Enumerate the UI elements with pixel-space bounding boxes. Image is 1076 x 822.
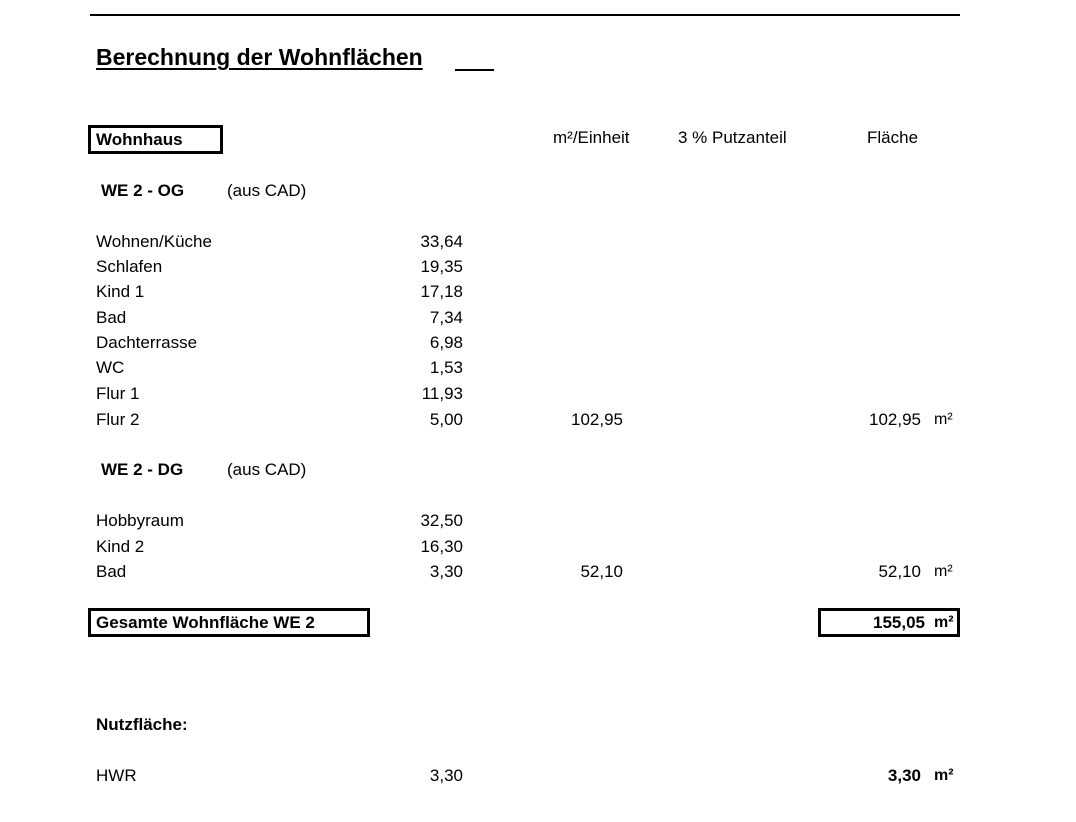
og-sum: 102,95 <box>571 410 623 429</box>
room-value: 32,50 <box>420 511 463 530</box>
section-title-og: WE 2 - OG <box>101 181 185 200</box>
room-value: 11,93 <box>421 384 463 403</box>
top-rule <box>90 14 960 16</box>
room-label: Flur 2 <box>96 410 140 429</box>
room-value: 33,64 <box>420 232 463 251</box>
room-value: 6,98 <box>429 333 463 352</box>
page-title: Berechnung der Wohnflächen <box>96 44 423 70</box>
room-value: 3,30 <box>429 562 463 581</box>
room-value: 7,34 <box>429 308 463 327</box>
room-value: 1,53 <box>429 358 463 377</box>
title-underline <box>455 69 494 71</box>
utility-label: HWR <box>96 766 137 785</box>
og-area: 102,95 <box>869 410 921 429</box>
wohnhaus-box: Wohnhaus <box>88 125 223 154</box>
room-label: Wohnen/Küche <box>96 232 212 251</box>
dg-area: 52,10 <box>878 562 921 581</box>
col-header-area: Fläche <box>867 128 919 147</box>
utility-value: 3,30 <box>429 766 463 785</box>
og-unit: m² <box>934 411 953 428</box>
room-value: 19,35 <box>420 257 463 276</box>
section-source-og: (aus CAD) <box>227 181 307 200</box>
total-value: 155,05 <box>873 613 925 632</box>
room-label: Bad <box>96 562 127 581</box>
total-unit: m² <box>934 614 954 631</box>
room-label: Dachterrasse <box>96 333 198 352</box>
room-label: Hobbyraum <box>96 511 184 530</box>
section-source-dg: (aus CAD) <box>227 460 307 479</box>
room-value: 5,00 <box>429 410 463 429</box>
room-value: 16,30 <box>420 537 463 556</box>
room-label: WC <box>96 358 125 377</box>
dg-sum: 52,10 <box>580 562 623 581</box>
total-label-box: Gesamte Wohnfläche WE 2 <box>88 608 370 637</box>
section-title-dg: WE 2 - DG <box>101 460 184 479</box>
room-value: 17,18 <box>420 282 463 301</box>
room-label: Kind 1 <box>96 282 145 301</box>
utility-unit: m² <box>934 767 954 784</box>
dg-unit: m² <box>934 563 953 580</box>
col-header-unit: m²/Einheit <box>553 128 630 147</box>
room-label: Flur 1 <box>96 384 140 403</box>
utility-title: Nutzfläche: <box>96 715 188 734</box>
room-label: Schlafen <box>96 257 163 276</box>
room-label: Kind 2 <box>96 537 145 556</box>
col-header-plaster: 3 % Putzanteil <box>678 128 787 147</box>
room-label: Bad <box>96 308 127 327</box>
total-value-box <box>818 608 960 637</box>
utility-area: 3,30 <box>887 766 921 785</box>
